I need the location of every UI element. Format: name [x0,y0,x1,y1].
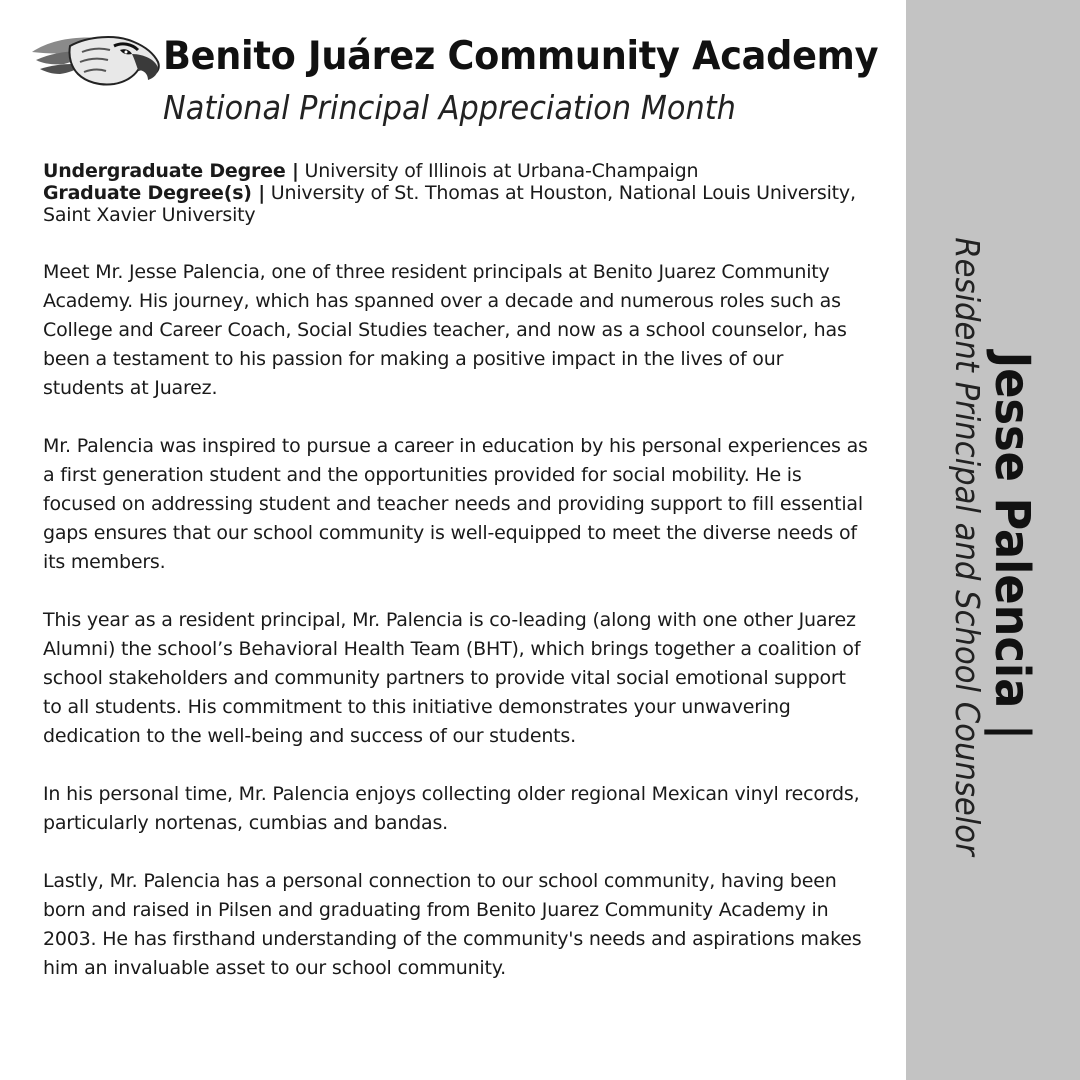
grad-label: Graduate Degree(s) | [43,182,265,204]
bio-paragraph-intro: Meet Mr. Jesse Palencia, one of three resident principals at Benito Juarez Community Academy. His journey, which has spanned over a decade and numerous roles such as College and Career Coach, Social Studies teacher, and now as a school counselor, has been a testament to his passion for making a positive impact in the lives of our students at Juarez. [43,261,847,399]
grad-value: University of St. Thomas at Houston, National Louis University, Saint Xavier University [43,182,856,226]
degree-block [43,160,868,226]
vertical-title [906,146,1080,946]
bio-paragraph-bht: This year as a resident principal, Mr. Palencia is co-leading (along with one other Juarez Alumni) the school’s Behavioral Health Team (BHT), which brings together a coalition of school stakeholders and community partners to provide vital social emotional support to all students. His commitment to this initiative demonstrates your unwavering dedication to the well-being and success of our students. [43,609,861,747]
bio-paragraph-personal: In his personal time, Mr. Palencia enjoys collecting older regional Mexican vinyl records, particularly nortenas, cumbias and bandas. [43,783,860,834]
event-subtitle: National Principal Appreciation Month [163,88,736,127]
school-title: Benito Juárez Community Academy [163,34,879,79]
profile-role: Resident Principal and School Counselor [947,236,987,856]
undergrad-value: University of Illinois at Urbana-Champaign [298,160,699,182]
undergrad-label: Undergraduate Degree | [43,160,299,182]
bio-paragraph-inspiration: Mr. Palencia was inspired to pursue a career in education by his personal experiences as a first generation student and the opportunities provided for social mobility. He is focused on addressing student and teacher needs and providing support to fill essential gaps ensures that our school community is well-equipped to meet the diverse needs of its members. [43,435,868,573]
bio-content [43,160,868,1012]
bio-paragraph-connection: Lastly, Mr. Palencia has a personal connection to our school community, having been born and raised in Pilsen and graduating from Benito Juarez Community Academy in 2003. He has firsthand understanding of the community's needs and aspirations makes him an invaluable asset to our school community. [43,870,862,979]
profile-name: Jesse Palencia | [984,351,1041,741]
eagle-logo-icon [30,30,162,90]
